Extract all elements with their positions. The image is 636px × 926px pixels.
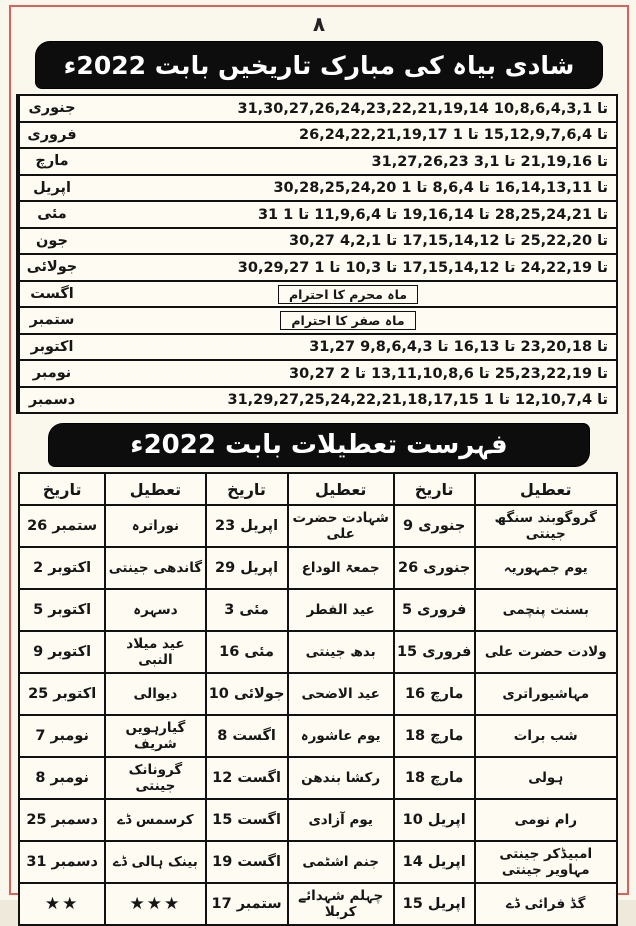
holiday-date-cell: 14 اپریل bbox=[394, 841, 475, 883]
table-row bbox=[18, 149, 616, 176]
holiday-date-cell: 10 اپریل bbox=[394, 799, 475, 841]
table-row bbox=[19, 757, 617, 799]
holiday-date-cell: 25 اکتوبر bbox=[19, 673, 105, 715]
month-label: مئی bbox=[18, 202, 84, 227]
holiday-name-cell: گرونانک جینتی bbox=[105, 757, 205, 799]
holiday-date-cell: 3 مئی bbox=[206, 589, 288, 631]
holidays-title-banner bbox=[49, 424, 589, 466]
holiday-date-cell: 8 اگست bbox=[206, 715, 288, 757]
table-row bbox=[18, 123, 616, 150]
wedding-dates-cell: 30,29,27 تا 24,22,19 تا 17,15,14,12 تا 10,3 تا 1 bbox=[237, 259, 608, 276]
table-row bbox=[18, 282, 616, 309]
wedding-dates-cell bbox=[84, 308, 616, 333]
holiday-date-cell: 31 دسمبر bbox=[19, 841, 105, 883]
wedding-dates-title: شادی بیاہ کی مبارک تاریخیں بابت 2022ء bbox=[63, 50, 575, 80]
holiday-date-cell: 15 فروری bbox=[394, 631, 475, 673]
holiday-date-cell: 7 نومبر bbox=[19, 715, 105, 757]
safar-note: ماہ صفر کا احترام bbox=[280, 311, 415, 330]
holiday-date-cell: 26 ستمبر bbox=[19, 505, 105, 547]
holiday-name-cell: گیارہویں شریف bbox=[105, 715, 205, 757]
holiday-name-cell: نوراترہ bbox=[105, 505, 205, 547]
col-header-holiday: تعطیل bbox=[475, 473, 618, 505]
col-header-date: تاریخ bbox=[206, 473, 288, 505]
holiday-date-cell: 26 جنوری bbox=[394, 547, 475, 589]
table-row bbox=[19, 799, 617, 841]
holiday-name-cell: عید الاضحی bbox=[288, 673, 394, 715]
holiday-date-cell: 9 اکتوبر bbox=[19, 631, 105, 673]
holiday-date-cell: 10 جولائی bbox=[206, 673, 288, 715]
holiday-name-cell: جمعۃ الوداع bbox=[288, 547, 394, 589]
holiday-name-cell: گروگوبند سنگھ جینتی bbox=[475, 505, 618, 547]
wedding-dates-cell: 31,27,26,23 تا 21,19,16 تا 3,1 bbox=[371, 153, 608, 170]
holiday-date-cell: 16 مئی bbox=[206, 631, 288, 673]
wedding-dates-cell: 31,30,27,26,24,23,22,21,19,14 تا 10,8,6,4,3,1 bbox=[237, 100, 608, 117]
holiday-name-cell: عید الفطر bbox=[288, 589, 394, 631]
star-cell: ★★ bbox=[19, 883, 105, 925]
muharram-note: ماہ محرم کا احترام bbox=[278, 285, 418, 304]
wedding-dates-cell: 31 تا 28,25,24,21 تا 19,16,14 تا 11,9,6,4 تا 1 bbox=[257, 206, 608, 223]
wedding-dates-cell: 30,27 تا 25,22,20 تا 17,15,14,12 تا 4,2,1 bbox=[289, 233, 608, 250]
month-label: ستمبر bbox=[18, 308, 84, 333]
month-label: اکتوبر bbox=[18, 335, 84, 360]
holiday-name-cell: شہادت حضرت علی bbox=[288, 505, 394, 547]
holiday-date-cell: 5 فروری bbox=[394, 589, 475, 631]
wedding-dates-cell: 31,27 تا 23,20,18 تا 16,13 تا 9,8,6,4,3 bbox=[309, 339, 608, 356]
holiday-name-cell: رکشا بندھن bbox=[288, 757, 394, 799]
holiday-date-cell: 2 اکتوبر bbox=[19, 547, 105, 589]
holiday-date-cell: 15 اپریل bbox=[394, 883, 475, 925]
holiday-name-cell: گاندھی جینتی bbox=[105, 547, 205, 589]
holiday-date-cell: 18 مارچ bbox=[394, 715, 475, 757]
holiday-name-cell: بسنت پنچمی bbox=[475, 589, 618, 631]
holiday-date-cell: 18 مارچ bbox=[394, 757, 475, 799]
holiday-name-cell: رام نومی bbox=[475, 799, 618, 841]
table-row bbox=[18, 176, 616, 203]
holiday-date-cell: 16 مارچ bbox=[394, 673, 475, 715]
table-row bbox=[19, 841, 617, 883]
table-row bbox=[19, 673, 617, 715]
table-row bbox=[18, 308, 616, 335]
holiday-name-cell: ولادت حضرت علی bbox=[475, 631, 618, 673]
holidays-title: فہرست تعطیلات بابت 2022ء bbox=[130, 430, 508, 460]
table-row bbox=[19, 589, 617, 631]
holiday-date-cell: 5 اکتوبر bbox=[19, 589, 105, 631]
holiday-name-cell: بینک ہالی ڈے bbox=[105, 841, 205, 883]
holiday-name-cell: دیوالی bbox=[105, 673, 205, 715]
table-row bbox=[18, 361, 616, 388]
table-row bbox=[19, 883, 617, 925]
wedding-dates-table bbox=[16, 94, 618, 414]
table-row bbox=[18, 388, 616, 413]
holiday-date-cell: 15 اگست bbox=[206, 799, 288, 841]
holiday-name-cell: دسہرہ bbox=[105, 589, 205, 631]
holiday-date-cell: 23 اپریل bbox=[206, 505, 288, 547]
holiday-date-cell: 12 اگست bbox=[206, 757, 288, 799]
table-row bbox=[18, 202, 616, 229]
holiday-name-cell: عید میلاد النبی bbox=[105, 631, 205, 673]
month-label: جنوری bbox=[18, 96, 84, 121]
wedding-dates-cell: 31,29,27,25,24,22,21,18,17,15 تا 12,10,7,4 تا 1 bbox=[227, 392, 608, 409]
month-label: فروری bbox=[18, 123, 84, 148]
table-row bbox=[18, 255, 616, 282]
holiday-date-cell: 29 اپریل bbox=[206, 547, 288, 589]
holiday-date-cell: 17 ستمبر bbox=[206, 883, 288, 925]
table-row bbox=[19, 505, 617, 547]
holiday-name-cell: یوم جمہوریہ bbox=[475, 547, 618, 589]
month-label: اگست bbox=[18, 282, 84, 307]
col-header-date: تاریخ bbox=[394, 473, 475, 505]
holiday-date-cell: 25 دسمبر bbox=[19, 799, 105, 841]
page-number: ۸ bbox=[312, 12, 326, 36]
month-label: جولائی bbox=[18, 255, 84, 280]
holiday-name-cell: کرسمس ڈے bbox=[105, 799, 205, 841]
holiday-date-cell: 8 نومبر bbox=[19, 757, 105, 799]
holiday-name-cell: یوم آزادی bbox=[288, 799, 394, 841]
holiday-name-cell: جنم اشٹمی bbox=[288, 841, 394, 883]
holiday-name-cell: یوم عاشورہ bbox=[288, 715, 394, 757]
holiday-name-cell: چہلم شہدائے کربلا bbox=[288, 883, 394, 925]
table-row bbox=[19, 547, 617, 589]
col-header-holiday: تعطیل bbox=[288, 473, 394, 505]
month-label: دسمبر bbox=[18, 388, 84, 413]
month-label: اپریل bbox=[18, 176, 84, 201]
month-label: جون bbox=[18, 229, 84, 254]
table-row bbox=[19, 631, 617, 673]
holiday-date-cell: 19 اگست bbox=[206, 841, 288, 883]
holiday-name-cell: ہولی bbox=[475, 757, 618, 799]
holidays-table bbox=[18, 472, 618, 926]
holiday-name-cell: بدھ جینتی bbox=[288, 631, 394, 673]
table-row bbox=[18, 96, 616, 123]
holiday-date-cell: 9 جنوری bbox=[394, 505, 475, 547]
wedding-dates-cell: 26,24,22,21,19,17 تا 15,12,9,7,6,4 تا 1 bbox=[299, 127, 608, 144]
col-header-date: تاریخ bbox=[19, 473, 105, 505]
table-row bbox=[18, 335, 616, 362]
holiday-name-cell: مہاشیوراتری bbox=[475, 673, 618, 715]
table-row bbox=[18, 229, 616, 256]
page-content bbox=[20, 10, 618, 920]
star-cell: ★★★ bbox=[105, 883, 205, 925]
wedding-dates-cell bbox=[84, 282, 616, 307]
wedding-dates-cell: 30,27 تا 25,23,22,19 تا 13,11,10,8,6 تا 2 bbox=[289, 365, 608, 382]
holiday-name-cell: شب برات bbox=[475, 715, 618, 757]
table-row bbox=[19, 715, 617, 757]
wedding-dates-cell: 30,28,25,24,20 تا 16,14,13,11 تا 8,6,4 تا 1 bbox=[273, 180, 608, 197]
month-label: نومبر bbox=[18, 361, 84, 386]
wedding-dates-title-banner bbox=[36, 42, 602, 88]
table-header-row bbox=[19, 473, 617, 505]
month-label: مارچ bbox=[18, 149, 84, 174]
holiday-name-cell: گڈ فرائی ڈے bbox=[475, 883, 618, 925]
col-header-holiday: تعطیل bbox=[105, 473, 205, 505]
holiday-name-cell: امبیڈکر جینتی مہاویر جینتی bbox=[475, 841, 618, 883]
